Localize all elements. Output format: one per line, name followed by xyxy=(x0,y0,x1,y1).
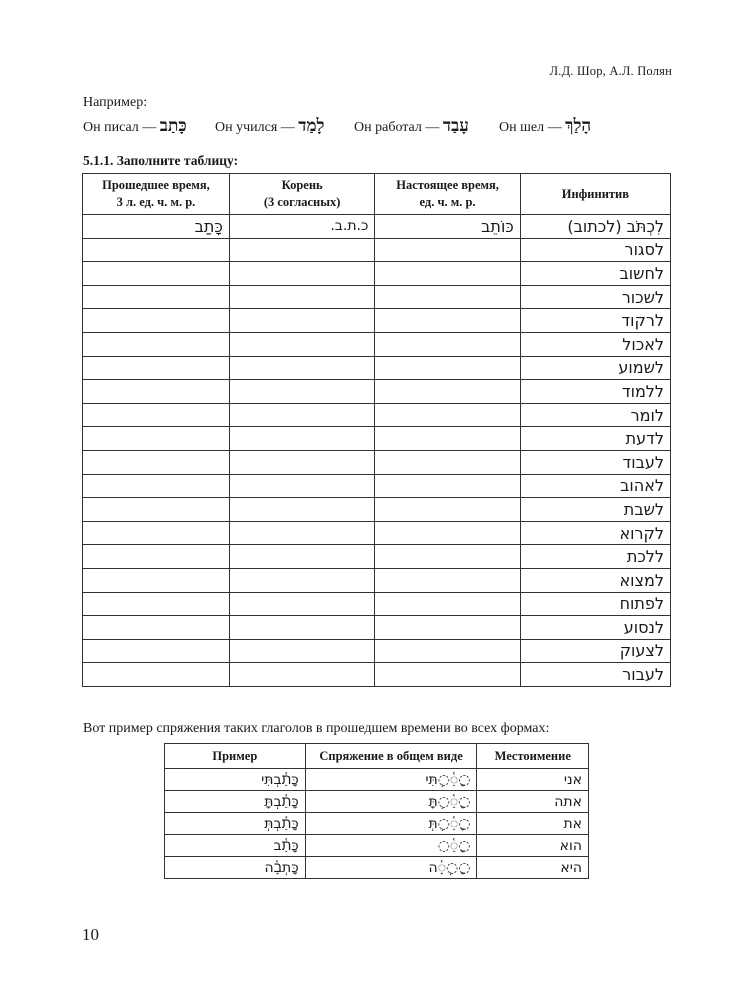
cell-example: כָּתַ֫בְתָּ xyxy=(165,791,306,813)
cell-past-blank[interactable] xyxy=(83,309,230,333)
example-he: כָּתַב xyxy=(159,116,187,136)
conjugation-table xyxy=(164,743,589,879)
cell-past-blank[interactable] xyxy=(83,616,230,640)
table-row xyxy=(83,545,671,569)
cell-root-blank[interactable] xyxy=(229,450,375,474)
table-row xyxy=(83,356,671,380)
cell-past-blank[interactable] xyxy=(83,427,230,451)
cell-pronoun: היא xyxy=(477,857,589,879)
cell-past-blank[interactable] xyxy=(83,592,230,616)
cell-present-blank[interactable] xyxy=(375,639,520,663)
cell-root-blank[interactable] xyxy=(229,663,375,687)
conjugation-row xyxy=(165,813,589,835)
cell-pronoun: אני xyxy=(477,769,589,791)
header-past-line2: 3 л. ед. ч. м. р. xyxy=(116,195,196,209)
cell-infinitive: ללכת xyxy=(520,545,670,569)
table-row xyxy=(83,332,671,356)
cell-past-blank[interactable] xyxy=(83,356,230,380)
cell-present-blank[interactable] xyxy=(375,427,520,451)
cell-present-blank[interactable] xyxy=(375,568,520,592)
cell-past-blank[interactable] xyxy=(83,262,230,286)
example-ru: Он работал — xyxy=(354,120,440,135)
header-root-line1: Корень xyxy=(281,178,323,192)
example-item xyxy=(354,116,469,136)
cell-present-blank[interactable] xyxy=(375,356,520,380)
cell-past-blank[interactable] xyxy=(83,474,230,498)
cell-past-blank[interactable] xyxy=(83,238,230,262)
cell-pattern: ◌ָ◌ַ֫◌ְתָּ xyxy=(305,791,477,813)
example-item xyxy=(215,116,325,136)
cell-past-blank[interactable] xyxy=(83,639,230,663)
cell-example: כָּתַ֫בְתִּי xyxy=(165,769,306,791)
cell-present-blank[interactable] xyxy=(375,238,520,262)
cell-present-blank[interactable] xyxy=(375,380,520,404)
cell-example: כָּתְבָ֫ה xyxy=(165,857,306,879)
cell-infinitive: לומר xyxy=(520,403,670,427)
exercise-table-header-row xyxy=(83,174,671,215)
cell-root-blank[interactable] xyxy=(229,639,375,663)
table-row xyxy=(83,309,671,333)
table-row xyxy=(83,262,671,286)
cell-root-blank[interactable] xyxy=(229,380,375,404)
cell-infinitive: לאהוב xyxy=(520,474,670,498)
cell-infinitive: לסגור xyxy=(520,238,670,262)
header-past-tense xyxy=(83,174,230,215)
example-item xyxy=(499,116,591,136)
cell-present-blank[interactable] xyxy=(375,285,520,309)
cell-past: כָּתַב xyxy=(83,215,230,239)
cell-example: כָּתַ֫ב xyxy=(165,835,306,857)
cell-root-blank[interactable] xyxy=(229,238,375,262)
cell-past-blank[interactable] xyxy=(83,450,230,474)
cell-past-blank[interactable] xyxy=(83,568,230,592)
conjugation-row xyxy=(165,857,589,879)
cell-infinitive: לשכור xyxy=(520,285,670,309)
cell-root-blank[interactable] xyxy=(229,332,375,356)
cell-root-blank[interactable] xyxy=(229,403,375,427)
cell-present-blank[interactable] xyxy=(375,403,520,427)
cell-infinitive: לעבוד xyxy=(520,450,670,474)
table-row xyxy=(83,450,671,474)
cell-past-blank[interactable] xyxy=(83,380,230,404)
cell-root-blank[interactable] xyxy=(229,616,375,640)
sample-row xyxy=(83,215,671,239)
cell-pattern: ◌ָ◌ַ֫◌ְתִּי xyxy=(305,769,477,791)
table-row xyxy=(83,521,671,545)
cell-past-blank[interactable] xyxy=(83,521,230,545)
conjugation-intro: Вот пример спряжения таких глаголов в прошедшем времени во всех формах: xyxy=(83,721,550,736)
cell-root-blank[interactable] xyxy=(229,498,375,522)
cell-pronoun: הוא xyxy=(477,835,589,857)
cell-infinitive: לפתוח xyxy=(520,592,670,616)
cell-root-blank[interactable] xyxy=(229,568,375,592)
cell-root-blank[interactable] xyxy=(229,309,375,333)
header-present-line1: Настоящее время, xyxy=(396,178,499,192)
running-header-authors: Л.Д. Шор, А.Л. Полян xyxy=(549,64,672,78)
cell-pronoun: אתה xyxy=(477,791,589,813)
cell-present-blank[interactable] xyxy=(375,592,520,616)
table-row xyxy=(83,380,671,404)
cell-pattern: ◌ָ◌ַ֫◌ְתְּ xyxy=(305,813,477,835)
example-he: הָלַךְ xyxy=(565,116,592,136)
cell-infinitive: לשבת xyxy=(520,498,670,522)
cell-present-blank[interactable] xyxy=(375,521,520,545)
table-row xyxy=(83,616,671,640)
cell-pronoun: את xyxy=(477,813,589,835)
cell-infinitive: לעבור xyxy=(520,663,670,687)
header-present-line2: ед. ч. м. р. xyxy=(419,195,476,209)
conjugation-row xyxy=(165,769,589,791)
cell-root-blank[interactable] xyxy=(229,521,375,545)
header-pattern: Спряжение в общем виде xyxy=(305,744,477,769)
cell-infinitive: למצוא xyxy=(520,568,670,592)
cell-present: כּוֹתֵב xyxy=(375,215,520,239)
header-present-tense xyxy=(375,174,520,215)
cell-present-blank[interactable] xyxy=(375,332,520,356)
cell-root: כ.ת.ב. xyxy=(229,215,375,239)
cell-infinitive: לשמוע xyxy=(520,356,670,380)
table-row xyxy=(83,498,671,522)
example-item xyxy=(83,116,187,136)
example-ru: Он учился — xyxy=(215,120,295,135)
cell-example: כָּתַ֫בְתְּ xyxy=(165,813,306,835)
cell-root-blank[interactable] xyxy=(229,474,375,498)
cell-pattern: ◌ָ◌ְ◌ָ֫ה xyxy=(305,857,477,879)
table-row xyxy=(83,568,671,592)
cell-past-blank[interactable] xyxy=(83,545,230,569)
cell-infinitive: ללמוד xyxy=(520,380,670,404)
table-row xyxy=(83,592,671,616)
cell-infinitive: לִכְתֹּב (לכתוב) xyxy=(520,215,670,239)
cell-present-blank[interactable] xyxy=(375,262,520,286)
table-row xyxy=(83,427,671,451)
cell-root-blank[interactable] xyxy=(229,285,375,309)
header-past-line1: Прошедшее время, xyxy=(102,178,210,192)
cell-root-blank[interactable] xyxy=(229,592,375,616)
table-row xyxy=(83,285,671,309)
cell-infinitive: לדעת xyxy=(520,427,670,451)
table-row xyxy=(83,639,671,663)
cell-infinitive: לצעוק xyxy=(520,639,670,663)
examples-label: Например: xyxy=(83,95,148,110)
cell-present-blank[interactable] xyxy=(375,616,520,640)
cell-past-blank[interactable] xyxy=(83,403,230,427)
cell-present-blank[interactable] xyxy=(375,663,520,687)
cell-infinitive: לנסוע xyxy=(520,616,670,640)
header-infinitive: Инфинитив xyxy=(520,174,670,215)
header-pronoun: Местоимение xyxy=(477,744,589,769)
cell-infinitive: לאכול xyxy=(520,332,670,356)
table-row xyxy=(83,663,671,687)
exercise-table xyxy=(82,173,671,687)
cell-infinitive: לחשוב xyxy=(520,262,670,286)
cell-past-blank[interactable] xyxy=(83,285,230,309)
example-he: עָבַד xyxy=(442,116,469,136)
example-ru: Он шел — xyxy=(499,120,562,135)
cell-infinitive: לקרוא xyxy=(520,521,670,545)
cell-past-blank[interactable] xyxy=(83,332,230,356)
cell-root-blank[interactable] xyxy=(229,262,375,286)
table-row xyxy=(83,403,671,427)
examples-row xyxy=(83,116,643,136)
table-row xyxy=(83,238,671,262)
exercise-title: 5.1.1. Заполните таблицу: xyxy=(83,153,239,168)
cell-present-blank[interactable] xyxy=(375,498,520,522)
cell-present-blank[interactable] xyxy=(375,309,520,333)
conjugation-row xyxy=(165,791,589,813)
cell-present-blank[interactable] xyxy=(375,545,520,569)
page-number: 10 xyxy=(82,925,99,944)
conjugation-header-row xyxy=(165,744,589,769)
cell-present-blank[interactable] xyxy=(375,450,520,474)
header-root-line2: (3 согласных) xyxy=(263,195,341,209)
header-root xyxy=(229,174,375,215)
cell-infinitive: לרקוד xyxy=(520,309,670,333)
cell-root-blank[interactable] xyxy=(229,545,375,569)
cell-past-blank[interactable] xyxy=(83,498,230,522)
example-ru: Он писал — xyxy=(83,120,157,135)
example-he: לָמַד xyxy=(298,116,325,136)
cell-past-blank[interactable] xyxy=(83,663,230,687)
table-row xyxy=(83,474,671,498)
cell-root-blank[interactable] xyxy=(229,356,375,380)
cell-present-blank[interactable] xyxy=(375,474,520,498)
header-example: Пример xyxy=(165,744,306,769)
cell-pattern: ◌ָ◌ַ֫◌ xyxy=(305,835,477,857)
cell-root-blank[interactable] xyxy=(229,427,375,451)
conjugation-row xyxy=(165,835,589,857)
